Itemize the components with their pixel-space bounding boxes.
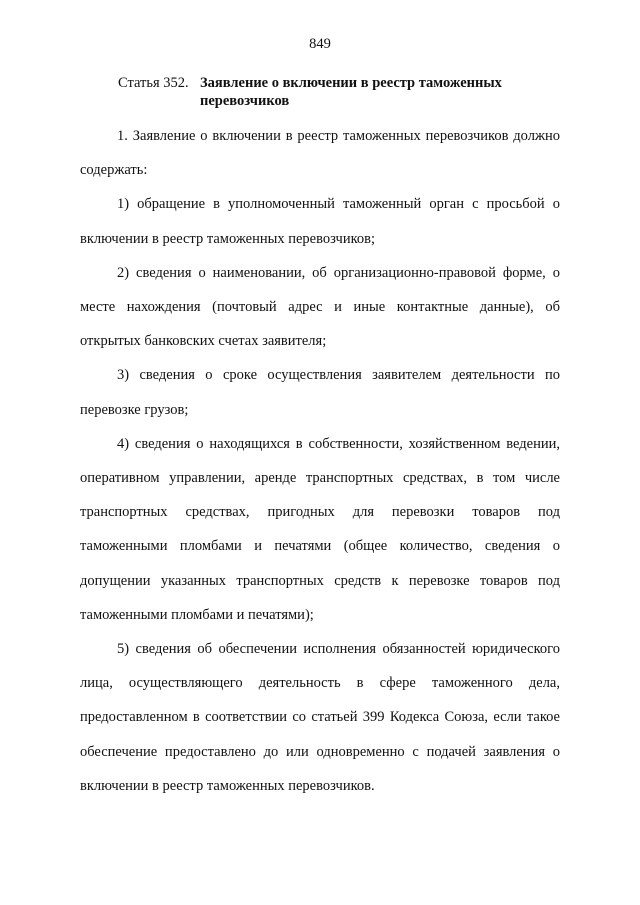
article-number: Статья 352. (118, 75, 189, 91)
list-item-3: 3) сведения о сроке осуществления заявителем деятельности по перевозке грузов; (80, 367, 560, 418)
list-item-1: 1) обращение в уполномоченный таможенный орган с просьбой о включении в реестр таможенных перевозчиков; (80, 196, 560, 247)
paragraph-intro: 1. Заявление о включении в реестр таможенных перевозчиков должно содержать: (80, 128, 560, 179)
article-title: Заявление о включении в реестр таможенных перевозчиков (200, 75, 502, 109)
list-item-4: 4) сведения о находящихся в собственности, хозяйственном ведении, оперативном управлении, аренде транспортных средствах, в том числе транспортных средствах, пригодных для перевозки товаров под таможенными пломбами и печатями (общее количество, сведения о допущении указанных транспортных средств к перевозке товаров под таможенными пломбами и печатями); (80, 435, 560, 623)
article-body (80, 119, 560, 803)
list-item-5: 5) сведения об обеспечении исполнения обязанностей юридического лица, осуществляющего деятельность в сфере таможенного дела, предоставленном в соответствии со статьей 399 Кодекса Союза, если такое обеспечение предоставлено до или одновременно с подачей заявления о включении в реестр таможенных перевозчиков. (80, 641, 560, 794)
page-number: 849 (309, 36, 331, 52)
list-item-2: 2) сведения о наименовании, об организационно-правовой форме, о месте нахождения (почтовый адрес и иные контактные данные), об открытых банковских счетах заявителя; (80, 264, 560, 350)
